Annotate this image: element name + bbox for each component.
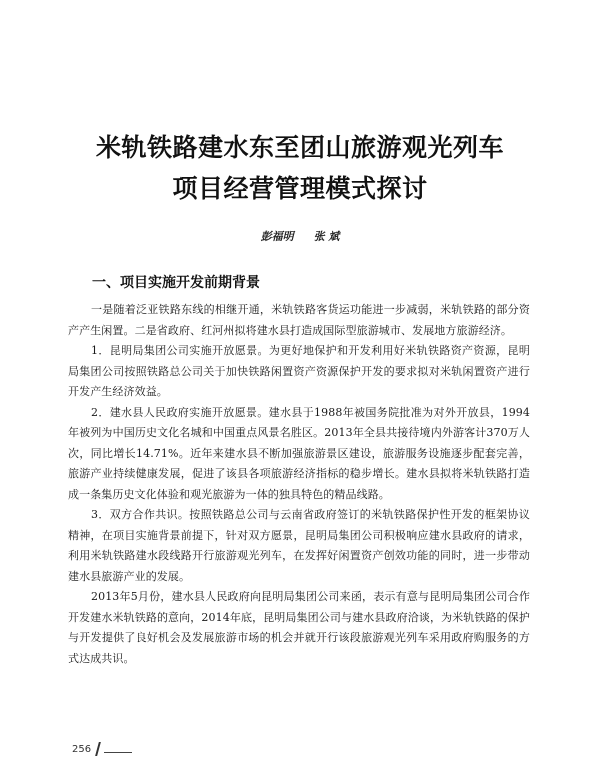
paragraph-timeline: 2013年5月份，建水县人民政府向昆明局集团公司来函，表示有意与昆明局集团公司合作开发建水米轨铁路的意向，2014年底，昆明局集团公司与建水县政府洽谈，为米轨铁路的保护与开发提供了良好机会及发展旅游市场的机会并就开行该段旅游观光列车采用政府购服务的方式达成共识。 bbox=[68, 590, 530, 665]
paragraph-intro: 一是随着泛亚铁路东线的相继开通，米轨铁路客货运功能进一步减弱，米轨铁路的部分资产产生闲置。二是省政府、红河州拟将建水县打造成国际型旅游城市、发展地方旅游经济。 bbox=[68, 303, 530, 337]
paragraph-point-1: 1．昆明局集团公司实施开放愿景。为更好地保护和开发利用好米轨铁路资产资源，昆明局集团公司按照铁路总公司关于加快铁路闲置资产资源保护开发的要求拟对米轨闲置资产进行开发产生经济效益。 bbox=[68, 344, 530, 398]
paragraph-point-2: 2．建水县人民政府实施开放愿景。建水县于1988年被国务院批准为对外开放县，1994年被列为中国历史文化名城和中国重点风景名胜区。2013年全县共接待境内外游客计370万人次，同比增长14.71%。近年来建水县不断加强旅游景区建设，旅游服务设施逐步配套完善，旅游产业持续健康发展，促进了该县各项旅游经济指标的稳步增长。建水县拟将米轨铁路打造成一条集历史文化体验和观光旅游为一体的独具特色的精品线路。 bbox=[68, 405, 530, 501]
footer-rule bbox=[104, 752, 132, 753]
article-title-line-1: 米轨铁路建水东至团山旅游观光列车 bbox=[95, 133, 504, 162]
page-footer bbox=[72, 742, 99, 756]
article-title-line-2: 项目经营管理模式探讨 bbox=[172, 174, 428, 203]
author-2: 张 斌 bbox=[313, 230, 340, 243]
authors-line bbox=[0, 228, 600, 244]
author-1: 彭福明 bbox=[260, 230, 294, 243]
paragraph-point-3: 3．双方合作共识。按照铁路总公司与云南省政府签订的米轨铁路保护性开发的框架协议精神，在项目实施背景前提下，针对双方愿景，昆明局集团公司积极响应建水县政府的请求，利用米轨铁路建水段线路开行旅游观光列车，在发挥好闲置资产创效功能的同时，进一步带动建水县旅游产业的发展。 bbox=[68, 508, 530, 583]
section-heading: 一、项目实施开发前期背景 bbox=[92, 275, 260, 291]
page-number: 256 bbox=[72, 743, 92, 755]
body-text bbox=[68, 300, 530, 669]
footer-mark-icon bbox=[95, 742, 101, 756]
